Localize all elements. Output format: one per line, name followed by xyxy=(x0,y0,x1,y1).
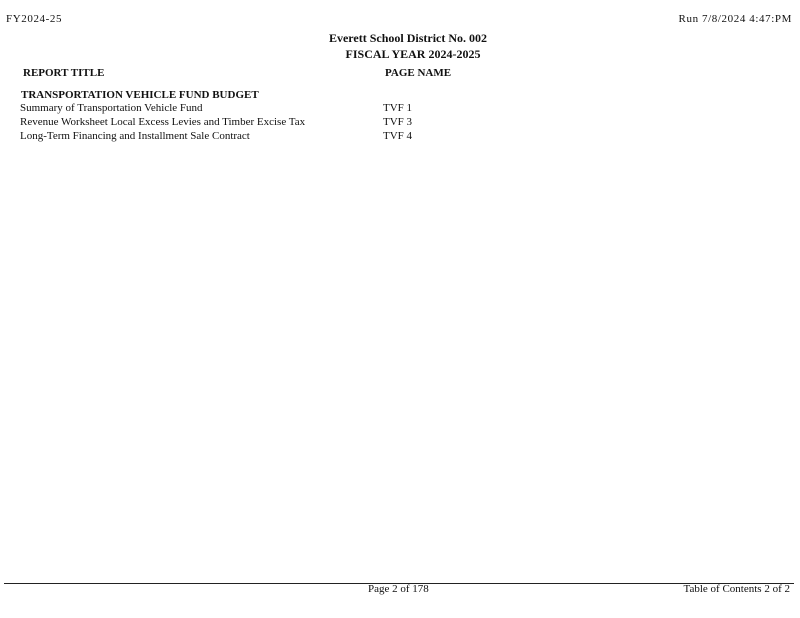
fiscal-year-label: FY2024-25 xyxy=(6,13,63,25)
column-header-page-name: PAGE NAME xyxy=(385,67,452,79)
toc-row-page: TVF 3 xyxy=(383,116,413,128)
fiscal-year-title: FISCAL YEAR 2024-2025 xyxy=(345,47,481,61)
toc-row-title: Summary of Transportation Vehicle Fund xyxy=(20,102,203,114)
column-header-report-title: REPORT TITLE xyxy=(23,67,105,79)
toc-row-page: TVF 4 xyxy=(383,130,413,142)
toc-row[interactable] xyxy=(0,102,800,116)
footer-page-number: Page 2 of 178 xyxy=(368,583,429,595)
run-date-label: Run 7/8/2024 4:47:PM xyxy=(678,13,792,25)
toc-row[interactable] xyxy=(0,130,800,144)
footer-toc-label: Table of Contents 2 of 2 xyxy=(683,583,790,595)
toc-row-title: Revenue Worksheet Local Excess Levies and Timber Excise Tax xyxy=(20,116,306,128)
district-name: Everett School District No. 002 xyxy=(328,31,488,45)
toc-row[interactable] xyxy=(0,116,800,130)
toc-row-title: Long-Term Financing and Installment Sale Contract xyxy=(20,130,250,142)
toc-row-page: TVF 1 xyxy=(383,102,413,114)
section-heading: TRANSPORTATION VEHICLE FUND BUDGET xyxy=(21,89,259,101)
